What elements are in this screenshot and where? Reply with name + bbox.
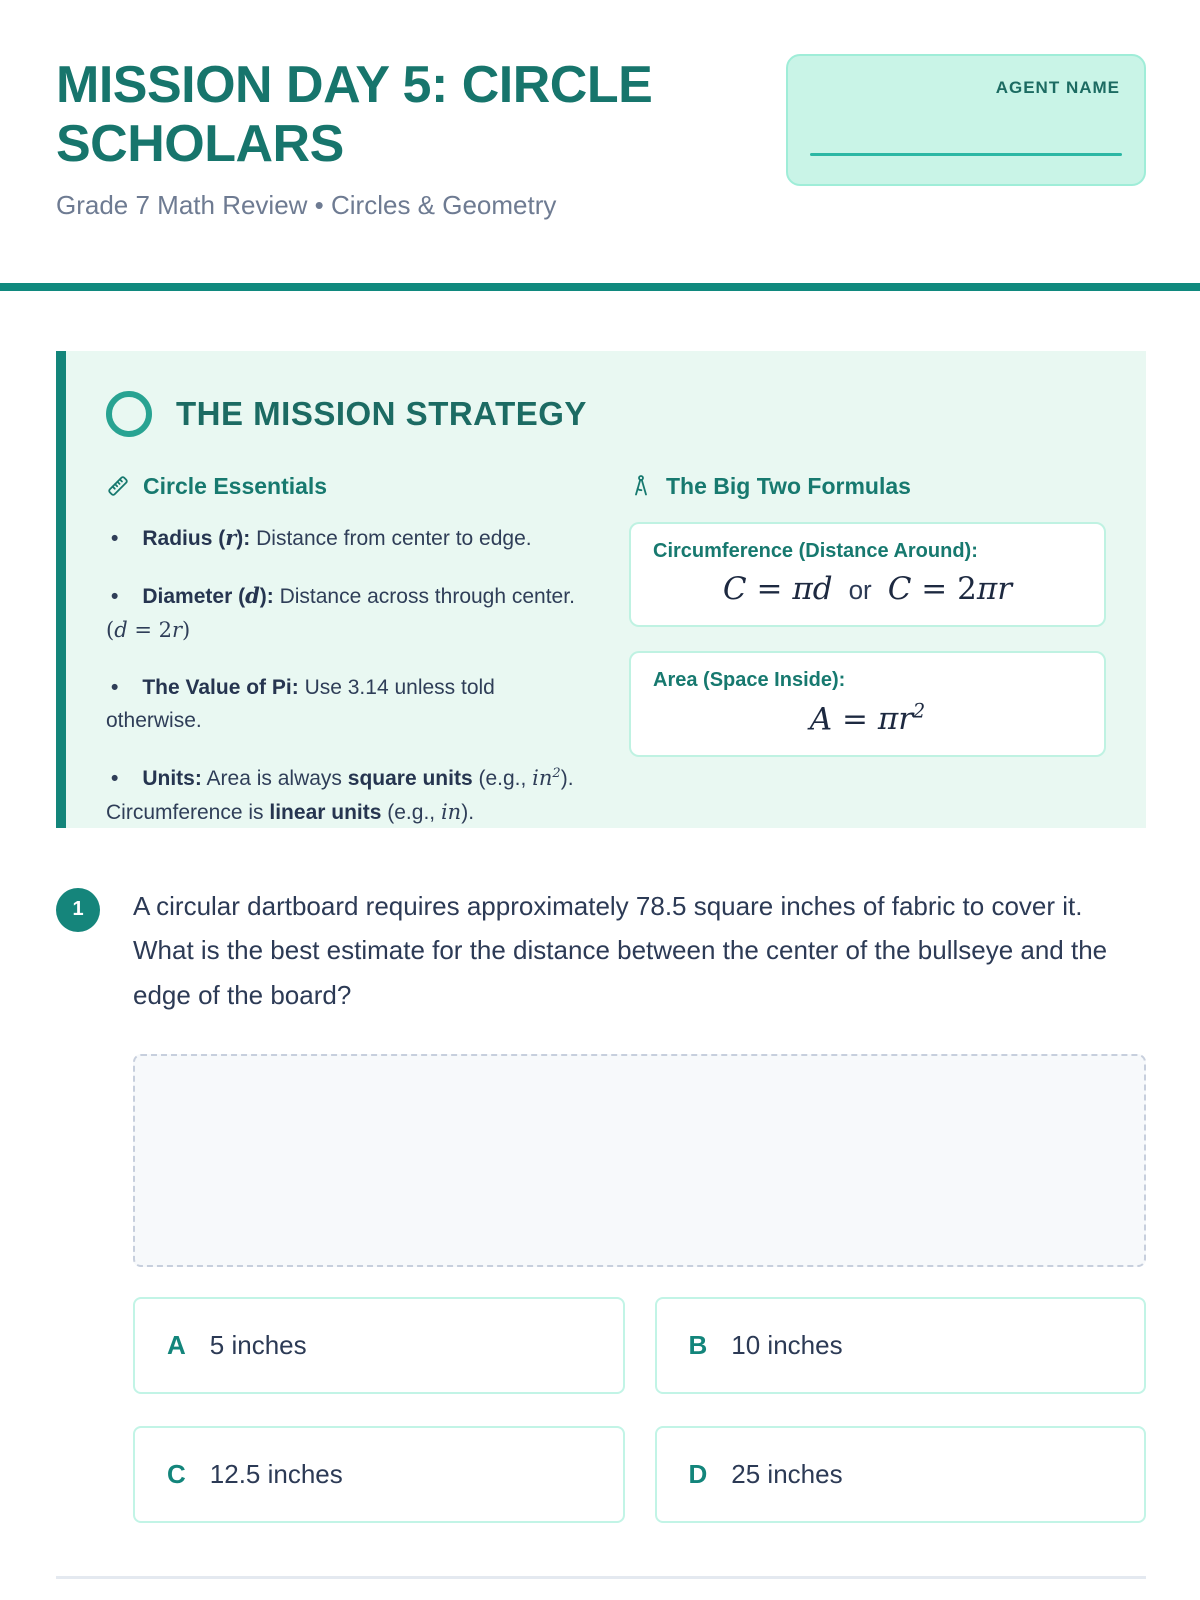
option-b-text: 10 inches bbox=[731, 1330, 843, 1361]
page-title: MISSION DAY 5: CIRCLE SCHOLARS bbox=[56, 56, 653, 173]
area-label: Area (Space Inside): bbox=[653, 668, 846, 691]
essentials-heading: Circle Essentials bbox=[143, 472, 328, 499]
mission-strategy-panel bbox=[56, 351, 1146, 828]
circle-ring-icon bbox=[106, 391, 152, 437]
work-area[interactable] bbox=[133, 1054, 1146, 1267]
option-a-text: 5 inches bbox=[209, 1330, 307, 1361]
subtitle: Grade 7 Math Review • Circles & Geometry bbox=[56, 189, 557, 220]
panel-title: THE MISSION STRATEGY bbox=[176, 394, 587, 432]
question-number-badge: 1 bbox=[56, 888, 100, 932]
circumference-label: Circumference (Distance Around): bbox=[653, 539, 978, 562]
page-bottom-divider bbox=[56, 1576, 1146, 1579]
bullet-diameter: • Diameter (d): Distance across through center. (d = 2r) bbox=[106, 580, 583, 647]
area-formula-card bbox=[629, 651, 1106, 757]
option-c-text: 12.5 inches bbox=[209, 1459, 343, 1490]
answer-options bbox=[133, 1297, 1146, 1523]
signature-line[interactable] bbox=[810, 153, 1122, 156]
header bbox=[56, 0, 1146, 221]
bullet-units: • Units: Area is always square units (e.g., $in^2$). Circumference is linear units (e.g., in). bbox=[106, 762, 583, 829]
option-b-letter: B bbox=[688, 1330, 708, 1361]
question-1 bbox=[56, 884, 1146, 1019]
option-c-letter: C bbox=[167, 1459, 186, 1490]
bullet-radius: • Radius (r): Distance from center to edge. bbox=[106, 522, 583, 556]
bullet-pi: • The Value of Pi: Use 3.14 unless told otherwise. bbox=[106, 672, 583, 737]
question-text: A circular dartboard requires approximately 78.5 square inches of fabric to cover it. What is the best estimate for the distance between the center of the bullseye and the edge of the board? bbox=[133, 890, 1108, 1011]
circle-essentials-column bbox=[106, 473, 583, 855]
option-d[interactable] bbox=[655, 1426, 1147, 1523]
area-formula: $A = \pi r^2$ bbox=[809, 699, 926, 737]
option-a[interactable] bbox=[133, 1297, 625, 1394]
option-a-letter: A bbox=[167, 1330, 186, 1361]
ruler-icon bbox=[106, 474, 130, 498]
agent-name-label: AGENT NAME bbox=[995, 78, 1120, 97]
option-c[interactable] bbox=[133, 1426, 625, 1523]
circumference-formula: C = πd or C = 2πr bbox=[722, 570, 1013, 607]
option-d-text: 25 inches bbox=[731, 1459, 843, 1490]
circumference-formula-card bbox=[629, 522, 1106, 627]
agent-name-field[interactable] bbox=[786, 54, 1146, 186]
header-divider bbox=[0, 283, 1200, 291]
panel-header bbox=[106, 391, 1106, 437]
formulas-heading: The Big Two Formulas bbox=[666, 472, 911, 499]
formulas-column bbox=[629, 473, 1106, 855]
compass-icon bbox=[629, 474, 653, 498]
option-d-letter: D bbox=[688, 1459, 708, 1490]
option-b[interactable] bbox=[655, 1297, 1147, 1394]
